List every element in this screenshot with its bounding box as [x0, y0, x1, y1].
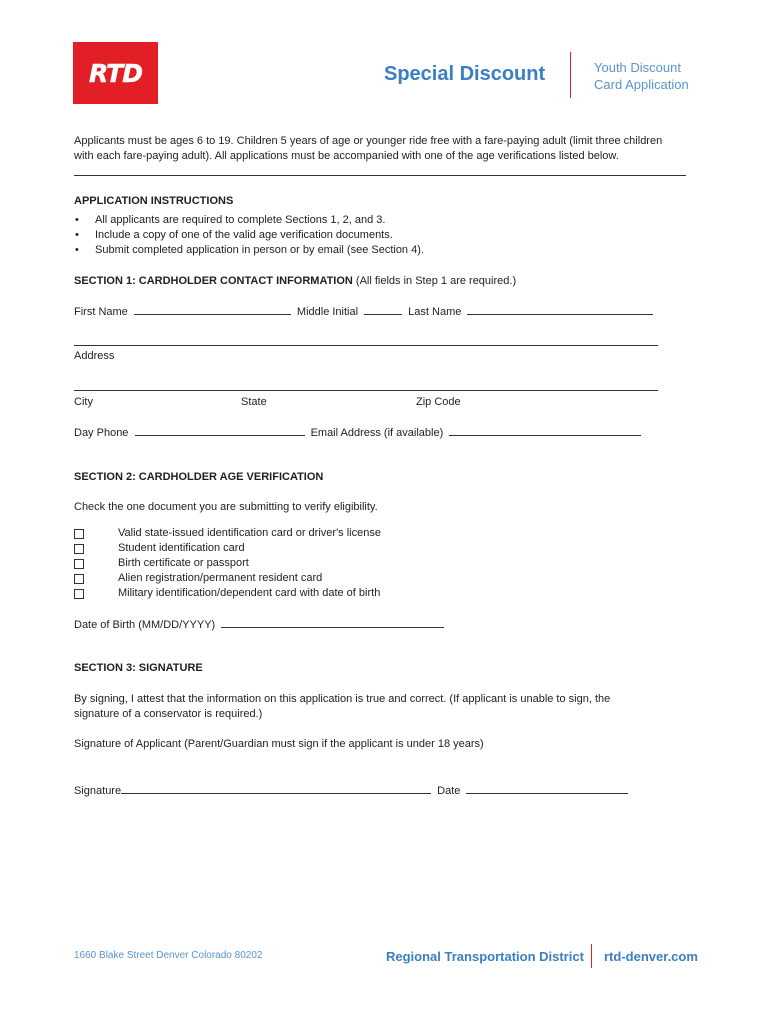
footer-divider [591, 944, 592, 968]
instruction-item: • All applicants are required to complete Sections 1, 2, and 3. [74, 213, 424, 228]
signature-field[interactable] [121, 783, 431, 794]
zip-label: Zip Code [416, 396, 461, 408]
verification-option[interactable] [74, 571, 381, 586]
footer-address: 1660 Blake Street Denver Colorado 80202 [74, 950, 263, 961]
dob-field[interactable] [221, 617, 444, 628]
option-label: Alien registration/permanent resident card [118, 572, 323, 584]
subtitle-line-1: Youth Discount [594, 60, 681, 75]
signature-label: Signature [74, 785, 122, 797]
instructions-heading: APPLICATION INSTRUCTIONS [74, 195, 234, 207]
page-title: Special Discount [384, 63, 546, 85]
state-label: State [241, 396, 267, 408]
address-field[interactable] [74, 345, 658, 346]
section1-heading: SECTION 1: CARDHOLDER CONTACT INFORMATION [74, 275, 353, 287]
footer-url[interactable]: rtd-denver.com [604, 949, 698, 964]
section2-instruction: Check the one document you are submitting to verify eligibility. [74, 501, 378, 513]
last-name-field[interactable] [467, 304, 653, 315]
last-name-label: Last Name [408, 306, 462, 318]
section2-heading: SECTION 2: CARDHOLDER AGE VERIFICATION [74, 471, 324, 483]
footer-org: Regional Transportation District [386, 949, 584, 964]
instruction-item: • Include a copy of one of the valid age verification documents. [74, 228, 424, 243]
attest-line-2: signature of a conservator is required.) [74, 708, 263, 720]
page-subtitle [594, 59, 689, 93]
signature-row [74, 783, 631, 799]
rtd-logo-text: RTD [89, 58, 142, 88]
section1-note: (All fields in Step 1 are required.) [352, 275, 517, 287]
checkbox[interactable] [74, 529, 84, 539]
date-label: Date [437, 785, 461, 797]
first-name-field[interactable] [134, 304, 291, 315]
intro-line-2: with each fare-paying adult). All applications must be accompanied with one of the age verifications listed below. [74, 150, 619, 162]
option-label: Student identification card [118, 542, 245, 554]
verification-option[interactable] [74, 556, 381, 571]
middle-initial-field[interactable] [364, 304, 402, 315]
checkbox[interactable] [74, 574, 84, 584]
city-state-zip-field[interactable] [74, 390, 658, 391]
option-label: Birth certificate or passport [118, 557, 249, 569]
title-divider [570, 52, 571, 98]
instructions-list [74, 213, 424, 258]
section3-heading: SECTION 3: SIGNATURE [74, 662, 203, 674]
option-label: Valid state-issued identification card or driver's license [118, 527, 381, 539]
intro-line-1: Applicants must be ages 6 to 19. Children 5 years of age or younger ride free with a fare-paying adult (limit three children [74, 135, 663, 147]
checkbox[interactable] [74, 559, 84, 569]
verification-option[interactable] [74, 526, 381, 541]
date-field[interactable] [466, 783, 628, 794]
dob-label: Date of Birth (MM/DD/YYYY) [74, 619, 216, 631]
verification-option[interactable] [74, 586, 381, 601]
city-label: City [74, 396, 93, 408]
verification-options [74, 526, 381, 601]
contact-row [74, 425, 644, 441]
rtd-logo [73, 42, 158, 104]
name-row [74, 304, 656, 320]
dob-row [74, 617, 447, 633]
day-phone-label: Day Phone [74, 427, 129, 439]
checkbox[interactable] [74, 589, 84, 599]
instruction-item: • Submit completed application in person or by email (see Section 4). [74, 243, 424, 258]
intro-divider [74, 175, 686, 176]
checkbox[interactable] [74, 544, 84, 554]
day-phone-field[interactable] [135, 425, 305, 436]
address-label: Address [74, 350, 115, 362]
middle-initial-label: Middle Initial [296, 306, 359, 318]
verification-option[interactable] [74, 541, 381, 556]
option-label: Military identification/dependent card with date of birth [118, 587, 381, 599]
signature-note: Signature of Applicant (Parent/Guardian must sign if the applicant is under 18 years) [74, 738, 484, 750]
section1-heading-row [74, 274, 516, 289]
subtitle-line-2: Card Application [594, 77, 689, 92]
email-field[interactable] [449, 425, 641, 436]
email-label: Email Address (if available) [310, 427, 444, 439]
attest-line-1: By signing, I attest that the information on this application is true and correct. (If applicant is unable to sign, the [74, 693, 611, 705]
first-name-label: First Name [74, 306, 128, 318]
